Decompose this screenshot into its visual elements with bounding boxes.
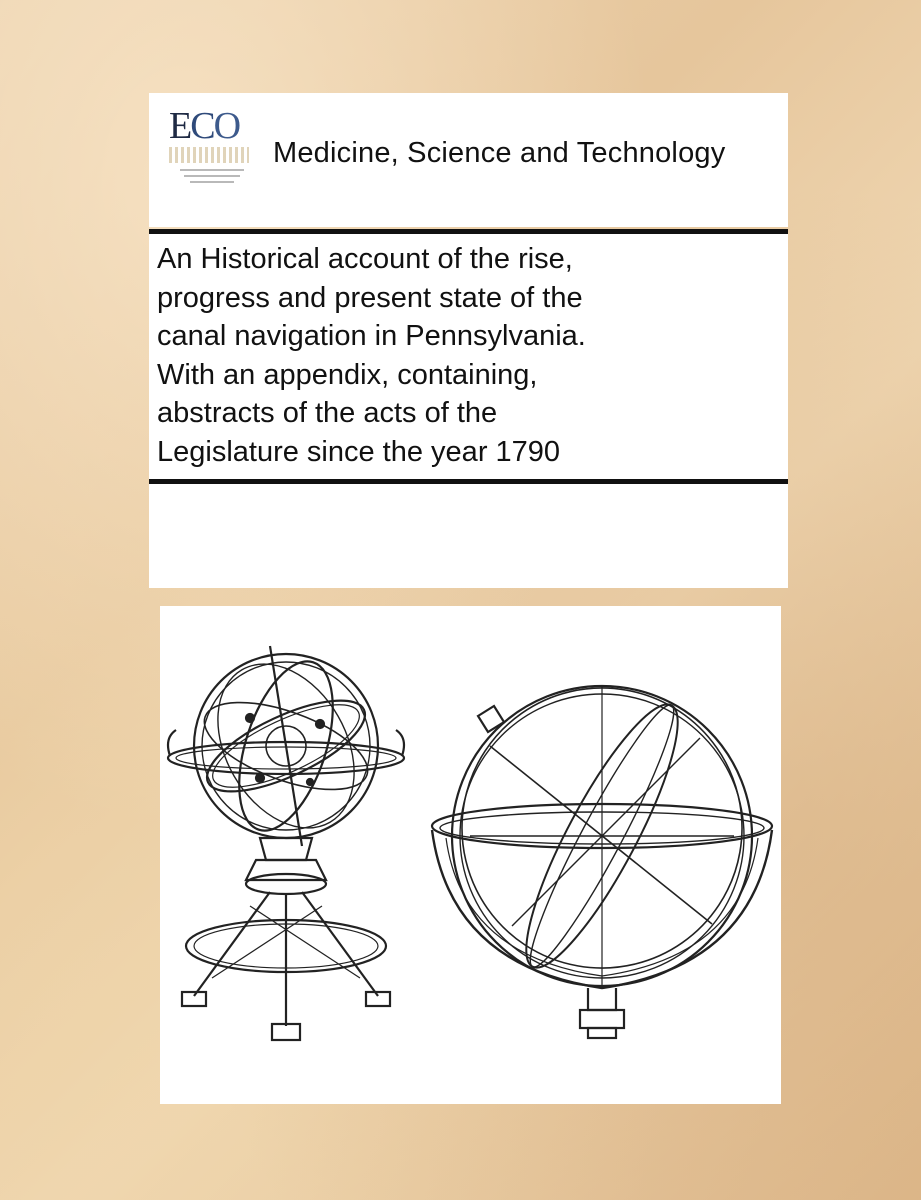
title-line: abstracts of the acts of the <box>157 397 498 429</box>
armillary-sphere-in-bowl-icon <box>407 633 781 1038</box>
title-line: An Historical account of the rise, <box>157 243 573 275</box>
illustration <box>160 606 781 1104</box>
book-title <box>157 240 787 471</box>
series-header <box>149 93 788 227</box>
title-panel <box>149 234 788 479</box>
series-title: Medicine, Science and Technology <box>273 137 726 169</box>
armillary-sphere-on-stand-icon <box>168 640 404 1040</box>
logo-small-print <box>169 169 255 183</box>
logo-mark: ECO <box>169 105 240 147</box>
illustration-panel <box>160 606 781 1104</box>
ecco-logo <box>169 107 261 213</box>
blank-panel <box>149 484 788 588</box>
logo-stripes <box>169 147 249 163</box>
title-line: canal navigation in Pennsylvania. <box>157 320 586 352</box>
title-line: Legislature since the year 1790 <box>157 435 561 468</box>
title-line: progress and present state of the <box>157 281 583 314</box>
title-line: With an appendix, containing, <box>157 358 538 391</box>
